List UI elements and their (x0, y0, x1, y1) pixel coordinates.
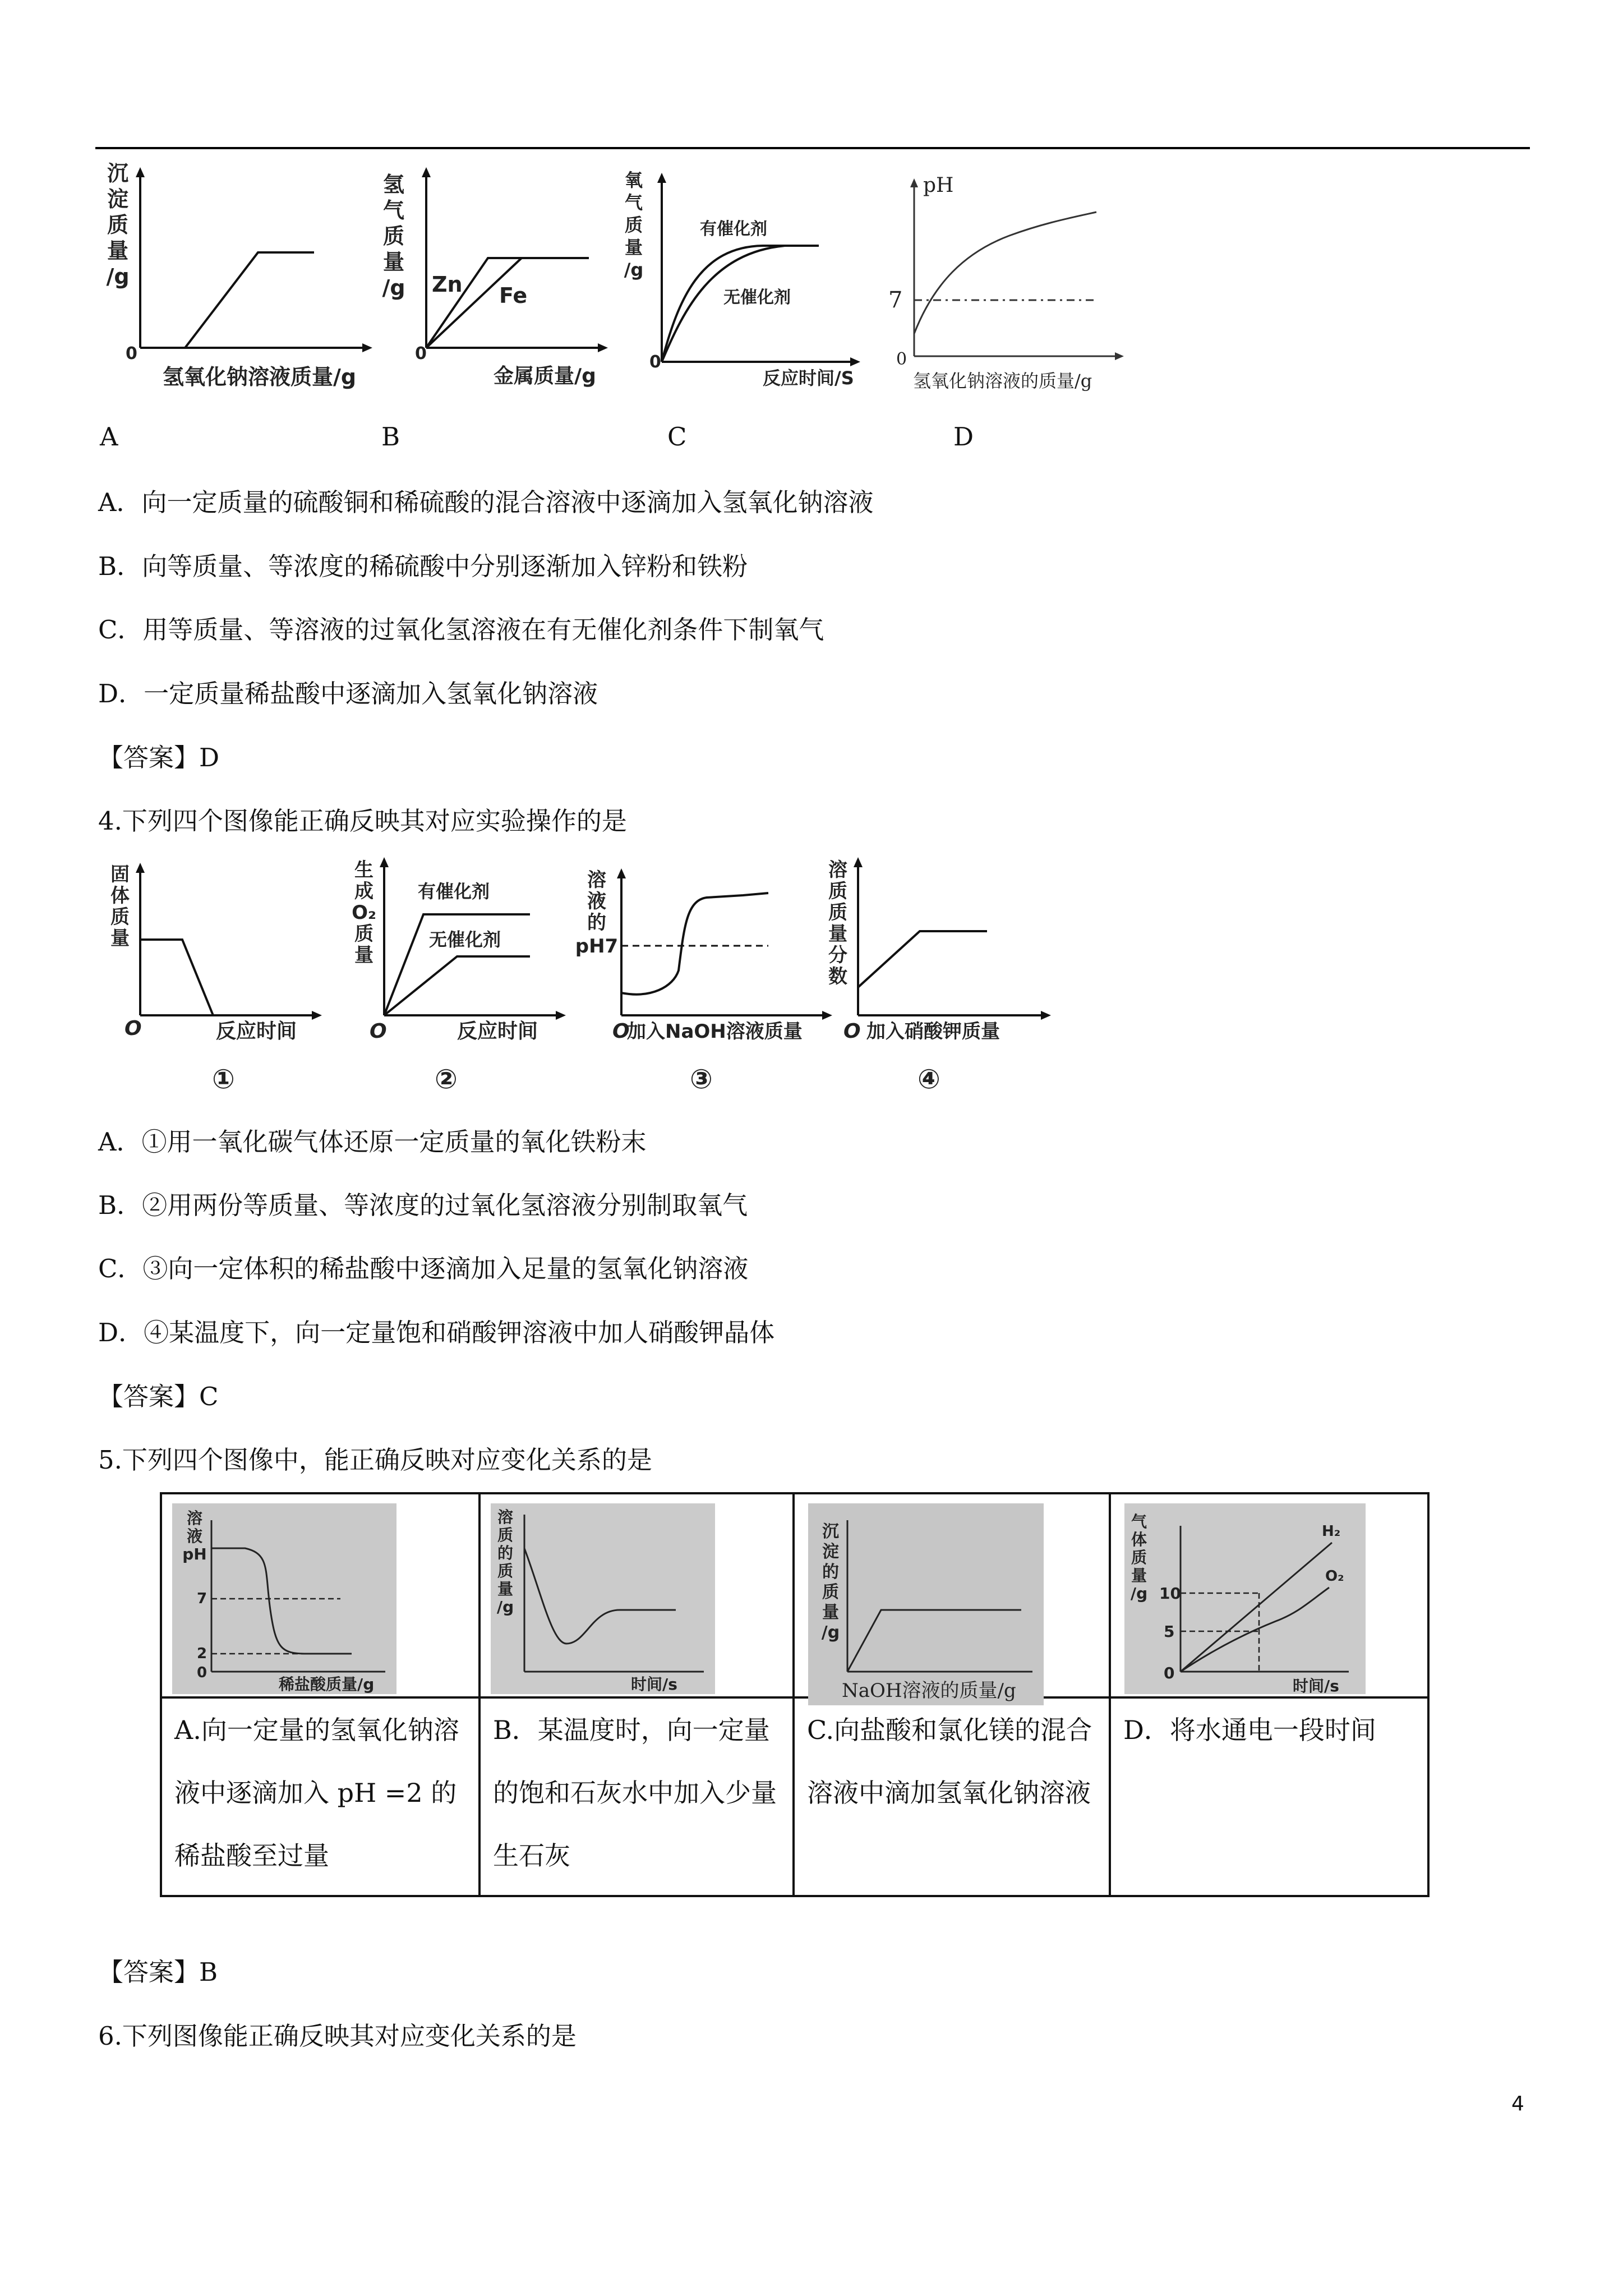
q5-figure-d (1124, 1503, 1366, 1694)
q5-figure-a (172, 1503, 396, 1694)
page-number: 4 (1511, 2092, 1524, 2115)
q4-option-b: B．②用两份等质量、等浓度的过氧化氢溶液分别制取氧气 (98, 1190, 748, 1220)
q5-cell-fig-d (1110, 1493, 1428, 1697)
q4-answer: 【答案】C (98, 1382, 219, 1411)
q3a-ylabel-2: 淀 (107, 187, 129, 211)
q5-answer: 【答案】B (98, 1957, 218, 1987)
q4f3-origin: O (612, 1020, 630, 1043)
q4f2-xlabel: 反应时间 (457, 1020, 538, 1043)
q5-cell-fig-b (479, 1493, 794, 1697)
q5d-ylabel-2: 体 (1131, 1530, 1147, 1549)
q5a-tick-2: 2 (197, 1645, 208, 1662)
q4f4-ylabel-1: 溶 (828, 859, 847, 881)
q5-cell-fig-c (794, 1493, 1110, 1702)
q5-cell-d (1110, 1697, 1428, 1896)
q3-letter-c: C (667, 422, 687, 452)
q4-option-c: C．③向一定体积的稀盐酸中逐滴加入足量的氢氧化钠溶液 (98, 1254, 749, 1283)
q4f1-origin: O (125, 1017, 142, 1040)
q3c-ylabel-1: 氧 (624, 169, 643, 191)
q4f2-ylabel-1: 生 (354, 859, 374, 881)
q5d-tick-10: 10 (1159, 1584, 1181, 1603)
q3b-ylabel-3: 质 (382, 224, 405, 249)
q4f2-ylabel-2: 成 (354, 880, 374, 903)
q5a-tick-0: 0 (197, 1664, 208, 1681)
q5c-ylabel-4: 质 (822, 1582, 839, 1602)
q5-cell-a-text: A.向一定量的氢氧化钠溶液中逐滴加入 pH =2 的稀盐酸至过量 (174, 1715, 459, 1871)
q4f4-ylabel-3: 质 (828, 901, 847, 924)
q5d-ylabel-4: 量 (1131, 1566, 1147, 1585)
q3a-ylabel-4: 量 (107, 238, 129, 263)
q5b-ylabel-5: 量 (497, 1580, 514, 1598)
q3b-ylabel-1: 氢 (382, 172, 405, 197)
q5d-series-o2: O₂ (1325, 1568, 1344, 1585)
q3d-origin: 0 (896, 349, 907, 369)
q4f2-origin: O (370, 1020, 387, 1043)
q4f2-series-cat: 有催化剂 (418, 881, 490, 902)
q5-figure-c (808, 1503, 1044, 1705)
q5b-ylabel-3: 的 (497, 1544, 514, 1562)
q4f4-xlabel: 加入硝酸钾质量 (866, 1020, 1000, 1043)
header-rule (95, 147, 1530, 149)
q3c-series-cat: 有催化剂 (700, 219, 767, 239)
q4-figure-4 (819, 853, 1060, 1105)
q5a-xlabel: 稀盐酸质量/g (279, 1675, 375, 1694)
q3b-ylabel-5: /g (382, 275, 405, 300)
q3-option-b: B．向等质量、等浓度的稀硫酸中分别逐渐加入锌粉和铁粉 (98, 551, 748, 581)
q5d-xlabel: 时间/s (1293, 1677, 1339, 1695)
q3-letter-d: D (953, 422, 974, 452)
q5-cell-b-text: B．某温度时，向一定量的饱和石灰水中加入少量生石灰 (493, 1715, 777, 1871)
q4f4-ylabel-5: 分 (828, 944, 847, 967)
q3-figure-a (101, 157, 393, 398)
q3c-series-nocat: 无催化剂 (723, 288, 791, 307)
q4f3-number: ③ (690, 1064, 713, 1095)
q5d-ylabel-3: 质 (1131, 1548, 1147, 1567)
q3a-origin: 0 (126, 344, 137, 364)
q4-option-a: A．①用一氧化碳气体还原一定质量的氧化铁粉末 (98, 1127, 647, 1157)
q5c-ylabel-5: 量 (822, 1603, 839, 1622)
q4f4-ylabel-2: 质 (828, 880, 847, 903)
q5b-ylabel-6: /g (496, 1598, 514, 1616)
q4f2-series-nocat: 无催化剂 (429, 929, 501, 950)
q5a-ylabel-3: pH (182, 1545, 207, 1563)
q3-figure-c (617, 163, 875, 404)
q3b-ylabel-2: 气 (382, 198, 405, 223)
q4f3-ylabel-2: 液 (587, 890, 606, 913)
q4f1-ylabel-4: 量 (110, 927, 130, 950)
q3-figure-d (880, 163, 1144, 404)
q5-cell-d-text: D．将水通电一段时间 (1123, 1715, 1376, 1745)
q5b-ylabel-2: 质 (497, 1526, 514, 1544)
q4f4-origin: O (843, 1020, 861, 1043)
q4f4-ylabel-4: 量 (828, 923, 847, 945)
q5-cell-fig-a (161, 1493, 479, 1697)
q3c-ylabel-5: /g (624, 259, 644, 280)
q5-cell-a (161, 1697, 479, 1896)
q4f4-ylabel-6: 数 (828, 965, 847, 988)
q3b-xlabel: 金属质量/g (494, 365, 596, 388)
q6-stem: 6.下列图像能正确反映其对应变化关系的是 (98, 2021, 577, 2051)
q3b-series-fe: Fe (499, 283, 528, 308)
q4f1-ylabel-2: 体 (110, 885, 130, 907)
q4-figure-3 (572, 853, 836, 1105)
q5a-tick-7: 7 (197, 1590, 208, 1607)
q3d-tick-7: 7 (888, 287, 903, 313)
q4f2-ylabel-3: O₂ (352, 901, 376, 924)
q4-figure-2 (345, 853, 580, 1105)
q3c-ylabel-4: 量 (624, 237, 643, 258)
q4-figure-1 (101, 858, 336, 1105)
q3a-ylabel-1: 沉 (107, 161, 129, 186)
q5b-ylabel-4: 质 (497, 1562, 514, 1580)
q5b-xlabel: 时间/s (631, 1675, 677, 1694)
q5-table (160, 1492, 1430, 1897)
q4f1-ylabel-1: 固 (110, 863, 130, 886)
q4f3-ylabel-3: 的 (587, 912, 606, 934)
q3c-origin: 0 (649, 352, 661, 372)
q5a-ylabel-1: 溶 (186, 1509, 203, 1527)
q5-cell-b (479, 1697, 794, 1896)
q4-stem: 4.下列四个图像能正确反映其对应实验操作的是 (98, 806, 627, 836)
q4f1-xlabel: 反应时间 (216, 1020, 297, 1043)
q3b-ylabel-4: 量 (382, 250, 405, 274)
q3-letter-a: A (100, 422, 118, 452)
q3d-xlabel: 氢氧化钠溶液的质量/g (913, 370, 1092, 392)
q4f1-number: ① (212, 1064, 235, 1095)
q5c-xlabel: NaOH溶液的质量/g (842, 1680, 1016, 1702)
q4f3-ylabel-1: 溶 (587, 869, 606, 891)
q5-cell-c-text: C.向盐酸和氯化镁的混合溶液中滴加氢氧化钠溶液 (807, 1715, 1092, 1808)
q3b-origin: 0 (415, 344, 427, 364)
q5d-tick-5: 5 (1164, 1622, 1175, 1641)
q3a-ylabel-5: /g (106, 264, 130, 289)
q5c-ylabel-3: 的 (822, 1562, 839, 1582)
q4f3-ylabel-4: pH7 (575, 935, 619, 958)
q5b-ylabel-1: 溶 (497, 1508, 514, 1526)
q3-option-c: C．用等质量、等溶液的过氧化氢溶液在有无催化剂条件下制氧气 (98, 615, 824, 645)
q5-text-row (161, 1697, 1428, 1896)
q3c-ylabel-3: 质 (624, 214, 643, 236)
q5-cell-c (794, 1697, 1110, 1896)
q3-answer: 【答案】D (98, 743, 220, 772)
q3d-ylabel: pH (923, 174, 954, 197)
q5a-ylabel-2: 液 (186, 1527, 203, 1545)
q4f1-ylabel-3: 质 (110, 906, 130, 928)
q5d-ylabel-1: 气 (1131, 1512, 1147, 1531)
q5c-ylabel-6: /g (821, 1623, 840, 1642)
q4f4-number: ④ (917, 1064, 940, 1095)
q3a-xlabel: 氢氧化钠溶液质量/g (163, 365, 357, 389)
q4f2-number: ② (435, 1064, 458, 1095)
q5c-ylabel-2: 淀 (822, 1542, 839, 1562)
q3-option-d: D．一定质量稀盐酸中逐滴加入氢氧化钠溶液 (98, 679, 598, 708)
q3b-series-zn: Zn (432, 272, 463, 297)
q4f3-xlabel: 加入NaOH溶液质量 (627, 1020, 803, 1043)
q3-letter-b: B (381, 422, 400, 452)
q5c-ylabel-1: 沉 (822, 1522, 839, 1542)
q4f2-ylabel-4: 质 (354, 923, 374, 945)
q5-stem: 5.下列四个图像中，能正确反映对应变化关系的是 (98, 1445, 652, 1475)
q5d-ylabel-5: /g (1130, 1584, 1148, 1603)
q3c-xlabel: 反应时间/S (763, 367, 854, 389)
q5-figure-row (161, 1493, 1428, 1697)
q4-option-d: D．④某温度下，向一定量饱和硝酸钾溶液中加人硝酸钾晶体 (98, 1318, 775, 1347)
q5d-tick-0: 0 (1164, 1664, 1175, 1682)
q3c-ylabel-2: 气 (624, 192, 643, 213)
q5-figure-b (491, 1503, 715, 1694)
q5d-series-h2: H₂ (1322, 1523, 1341, 1540)
q3a-ylabel-3: 质 (107, 213, 129, 237)
q4f2-ylabel-5: 量 (354, 944, 374, 967)
q3-figure-b (376, 163, 628, 404)
q3-option-a: A．向一定质量的硫酸铜和稀硫酸的混合溶液中逐滴加入氢氧化钠溶液 (98, 487, 874, 517)
